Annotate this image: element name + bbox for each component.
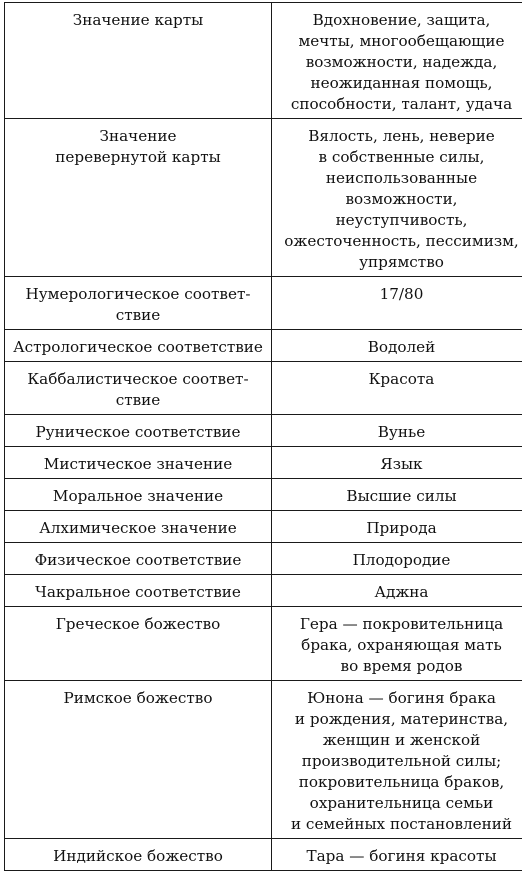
property-cell: Каббалистическое соответ- ствие [5, 362, 272, 415]
table-row-physical [5, 543, 522, 575]
property-cell: Греческое божество [5, 607, 272, 681]
table-row-astrology [5, 330, 522, 362]
property-cell: Мистическое значение [5, 447, 272, 479]
property-cell: Моральное значение [5, 479, 272, 511]
value-cell: Тара — богиня красоты [272, 839, 522, 871]
table-row-indian-deity [5, 839, 522, 871]
property-cell: Индийское божество [5, 839, 272, 871]
table-row-reversed-meaning [5, 119, 522, 277]
value-cell: Юнона — богиня брака и рождения, материнства, женщин и женской производительной силы; покровительница браков, охранительница семьи и семейных постановлений [272, 681, 522, 839]
value-cell: Аджна [272, 575, 522, 607]
table-row-runic [5, 415, 522, 447]
property-cell: Физическое соответствие [5, 543, 272, 575]
property-cell: Астрологическое соответствие [5, 330, 272, 362]
property-cell: Значение карты [5, 3, 272, 119]
value-cell: 17/80 [272, 277, 522, 330]
value-cell: Вялость, лень, неверие в собственные силы, неиспользованные возможности, неуступчивость, ожесточенность, пессимизм, упрямство [272, 119, 522, 277]
table-row-mystical [5, 447, 522, 479]
value-cell: Природа [272, 511, 522, 543]
value-cell: Высшие силы [272, 479, 522, 511]
property-cell: Значение перевернутой карты [5, 119, 272, 277]
table-row-card-meaning [5, 3, 522, 119]
correspondence-table [4, 2, 522, 871]
value-cell: Язык [272, 447, 522, 479]
value-cell: Вунье [272, 415, 522, 447]
table-row-numerology [5, 277, 522, 330]
value-cell: Водолей [272, 330, 522, 362]
value-cell: Красота [272, 362, 522, 415]
property-cell: Римское божество [5, 681, 272, 839]
table-row-chakra [5, 575, 522, 607]
table-row-moral [5, 479, 522, 511]
table-row-roman-deity [5, 681, 522, 839]
property-cell: Чакральное соответствие [5, 575, 272, 607]
value-cell: Гера — покровительница брака, охраняющая мать во время родов [272, 607, 522, 681]
value-cell: Вдохновение, защита, мечты, многообещающие возможности, надежда, неожиданная помощь, способности, талант, удача [272, 3, 522, 119]
table-row-alchemical [5, 511, 522, 543]
property-cell: Нумерологическое соответ- ствие [5, 277, 272, 330]
table-row-greek-deity [5, 607, 522, 681]
property-cell: Руническое соответствие [5, 415, 272, 447]
property-cell: Алхимическое значение [5, 511, 272, 543]
value-cell: Плодородие [272, 543, 522, 575]
table-row-kabbalah [5, 362, 522, 415]
